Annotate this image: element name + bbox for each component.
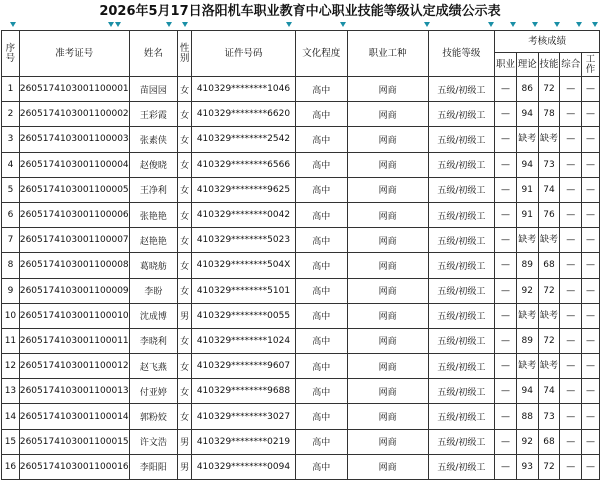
cell-exam-no[interactable]: 2605174103001100001 [19, 77, 129, 102]
filter-dropdown-icon[interactable] [166, 22, 172, 27]
cell-id-no[interactable]: 410329********1046 [192, 77, 296, 102]
cell-comprehensive[interactable]: — [560, 278, 582, 303]
header-seq[interactable]: 序号 [2, 31, 20, 77]
cell-name[interactable]: 张素侠 [129, 127, 178, 152]
table-row [2, 102, 600, 127]
cell-comprehensive[interactable]: — [560, 328, 582, 353]
cell-id-no[interactable]: 410329********6620 [192, 102, 296, 127]
cell-gender[interactable]: 女 [178, 202, 192, 227]
cell-name[interactable]: 王彩霞 [129, 102, 178, 127]
cell-work[interactable]: — [582, 278, 600, 303]
cell-theory[interactable]: 89 [516, 253, 538, 278]
cell-id-no[interactable]: 410329********1024 [192, 328, 296, 353]
cell-education[interactable]: 高中 [295, 102, 347, 127]
scores-table [1, 30, 600, 480]
cell-education[interactable]: 高中 [295, 429, 347, 454]
cell-level[interactable]: 五级/初级工 [428, 278, 495, 303]
cell-gender[interactable]: 女 [178, 127, 192, 152]
cell-level[interactable]: 五级/初级工 [428, 379, 495, 404]
cell-name[interactable]: 赵飞燕 [129, 354, 178, 379]
cell-comprehensive[interactable]: — [560, 454, 582, 479]
cell-education[interactable]: 高中 [295, 328, 347, 353]
cell-seq[interactable]: 3 [2, 127, 20, 152]
cell-exam-no[interactable]: 2605174103001100010 [19, 303, 129, 328]
header-comprehensive[interactable]: 综合 [560, 53, 582, 77]
cell-professional[interactable]: — [495, 77, 517, 102]
table-row [2, 278, 600, 303]
cell-exam-no[interactable]: 2605174103001100009 [19, 278, 129, 303]
cell-id-no[interactable]: 410329********9607 [192, 354, 296, 379]
cell-comprehensive[interactable]: — [560, 429, 582, 454]
table-row [2, 253, 600, 278]
cell-gender[interactable]: 女 [178, 328, 192, 353]
cell-professional[interactable]: — [495, 228, 517, 253]
cell-work[interactable]: — [582, 202, 600, 227]
cell-level[interactable]: 五级/初级工 [428, 328, 495, 353]
cell-id-no[interactable]: 410329********6566 [192, 152, 296, 177]
cell-education[interactable]: 高中 [295, 303, 347, 328]
filter-dropdown-icon[interactable] [424, 22, 430, 27]
cell-skill[interactable]: 缺考 [538, 127, 560, 152]
header-theory[interactable]: 理论 [516, 53, 538, 77]
cell-professional[interactable]: — [495, 328, 517, 353]
cell-gender[interactable]: 女 [178, 354, 192, 379]
cell-skill[interactable]: 缺考 [538, 228, 560, 253]
cell-work[interactable]: — [582, 303, 600, 328]
cell-exam-no[interactable]: 2605174103001100005 [19, 177, 129, 202]
cell-level[interactable]: 五级/初级工 [428, 127, 495, 152]
cell-theory[interactable]: 94 [516, 379, 538, 404]
cell-exam-no[interactable]: 2605174103001100006 [19, 202, 129, 227]
cell-id-no[interactable]: 410329********3027 [192, 404, 296, 429]
cell-skill[interactable]: 缺考 [538, 303, 560, 328]
cell-skill[interactable]: 缺考 [538, 354, 560, 379]
table-row [2, 152, 600, 177]
cell-level[interactable]: 五级/初级工 [428, 404, 495, 429]
cell-comprehensive[interactable]: — [560, 354, 582, 379]
cell-gender[interactable]: 女 [178, 152, 192, 177]
cell-theory[interactable]: 缺考 [516, 354, 538, 379]
header-level[interactable]: 技能等级 [428, 31, 495, 77]
table-row [2, 379, 600, 404]
cell-level[interactable]: 五级/初级工 [428, 77, 495, 102]
cell-gender[interactable]: 男 [178, 303, 192, 328]
cell-name[interactable]: 许文浩 [129, 429, 178, 454]
cell-comprehensive[interactable]: — [560, 379, 582, 404]
cell-skill[interactable]: 78 [538, 102, 560, 127]
filter-dropdown-icon[interactable] [592, 22, 598, 27]
cell-work[interactable]: — [582, 429, 600, 454]
cell-id-no[interactable]: 410329********9688 [192, 379, 296, 404]
cell-seq[interactable]: 12 [2, 354, 20, 379]
cell-theory[interactable]: 86 [516, 77, 538, 102]
cell-occupation[interactable]: 网商 [347, 278, 428, 303]
cell-skill[interactable]: 72 [538, 278, 560, 303]
header-professional[interactable]: 职业 [495, 53, 517, 77]
header-skill[interactable]: 技能 [538, 53, 560, 77]
cell-id-no[interactable]: 410329********9625 [192, 177, 296, 202]
header-occupation[interactable]: 职业工种 [347, 31, 428, 77]
cell-professional[interactable]: — [495, 354, 517, 379]
cell-work[interactable]: — [582, 127, 600, 152]
cell-professional[interactable]: — [495, 102, 517, 127]
cell-occupation[interactable]: 网商 [347, 454, 428, 479]
cell-theory[interactable]: 92 [516, 429, 538, 454]
cell-exam-no[interactable]: 2605174103001100012 [19, 354, 129, 379]
cell-id-no[interactable]: 410329********0042 [192, 202, 296, 227]
cell-gender[interactable]: 女 [178, 253, 192, 278]
header-work[interactable]: 工作 [582, 53, 600, 77]
cell-theory[interactable]: 94 [516, 102, 538, 127]
cell-gender[interactable]: 女 [178, 379, 192, 404]
cell-name[interactable]: 赵艳艳 [129, 228, 178, 253]
cell-work[interactable]: — [582, 328, 600, 353]
header-exam-no[interactable]: 准考证号 [19, 31, 129, 77]
page-title: 2026年5月17日洛阳机车职业教育中心职业技能等级认定成绩公示表 [99, 4, 501, 19]
cell-seq[interactable]: 7 [2, 228, 20, 253]
cell-education[interactable]: 高中 [295, 127, 347, 152]
cell-work[interactable]: — [582, 379, 600, 404]
cell-exam-no[interactable]: 2605174103001100008 [19, 253, 129, 278]
table-body [2, 77, 600, 480]
table-row [2, 429, 600, 454]
cell-comprehensive[interactable]: — [560, 102, 582, 127]
table-row [2, 127, 600, 152]
cell-occupation[interactable]: 网商 [347, 253, 428, 278]
cell-education[interactable]: 高中 [295, 152, 347, 177]
cell-professional[interactable]: — [495, 253, 517, 278]
cell-comprehensive[interactable]: — [560, 202, 582, 227]
cell-skill[interactable]: 76 [538, 202, 560, 227]
header-name[interactable]: 姓名 [129, 31, 178, 77]
cell-exam-no[interactable]: 2605174103001100004 [19, 152, 129, 177]
cell-theory[interactable]: 91 [516, 202, 538, 227]
cell-name[interactable]: 李阳阳 [129, 454, 178, 479]
cell-level[interactable]: 五级/初级工 [428, 354, 495, 379]
cell-skill[interactable]: 72 [538, 77, 560, 102]
cell-theory[interactable]: 88 [516, 404, 538, 429]
cell-professional[interactable]: — [495, 454, 517, 479]
cell-comprehensive[interactable]: — [560, 253, 582, 278]
cell-theory[interactable]: 92 [516, 278, 538, 303]
cell-seq[interactable]: 6 [2, 202, 20, 227]
cell-education[interactable]: 高中 [295, 228, 347, 253]
cell-theory[interactable]: 93 [516, 454, 538, 479]
cell-seq[interactable]: 10 [2, 303, 20, 328]
cell-skill[interactable]: 73 [538, 152, 560, 177]
cell-theory[interactable]: 91 [516, 177, 538, 202]
cell-exam-no[interactable]: 2605174103001100003 [19, 127, 129, 152]
cell-occupation[interactable]: 网商 [347, 177, 428, 202]
cell-seq[interactable]: 11 [2, 328, 20, 353]
filter-dropdown-icon[interactable] [510, 22, 516, 27]
cell-seq[interactable]: 4 [2, 152, 20, 177]
cell-id-no[interactable]: 410329********5023 [192, 228, 296, 253]
cell-seq[interactable]: 2 [2, 102, 20, 127]
cell-exam-no[interactable]: 2605174103001100016 [19, 454, 129, 479]
cell-professional[interactable]: — [495, 429, 517, 454]
cell-gender[interactable]: 女 [178, 404, 192, 429]
cell-occupation[interactable]: 网商 [347, 404, 428, 429]
cell-level[interactable]: 五级/初级工 [428, 177, 495, 202]
table-row [2, 177, 600, 202]
cell-seq[interactable]: 1 [2, 77, 20, 102]
cell-education[interactable]: 高中 [295, 404, 347, 429]
cell-work[interactable]: — [582, 253, 600, 278]
filter-dropdown-icon[interactable] [115, 22, 121, 27]
cell-work[interactable]: — [582, 354, 600, 379]
cell-education[interactable]: 高中 [295, 354, 347, 379]
cell-education[interactable]: 高中 [295, 278, 347, 303]
cell-seq[interactable]: 5 [2, 177, 20, 202]
cell-skill[interactable]: 72 [538, 328, 560, 353]
table-row [2, 328, 600, 353]
cell-name[interactable]: 李晓利 [129, 328, 178, 353]
cell-seq[interactable]: 14 [2, 404, 20, 429]
cell-id-no[interactable]: 410329********0094 [192, 454, 296, 479]
cell-occupation[interactable]: 网商 [347, 328, 428, 353]
cell-level[interactable]: 五级/初级工 [428, 454, 495, 479]
cell-work[interactable]: — [582, 177, 600, 202]
cell-level[interactable]: 五级/初级工 [428, 429, 495, 454]
cell-id-no[interactable]: 410329********0055 [192, 303, 296, 328]
cell-skill[interactable]: 74 [538, 379, 560, 404]
cell-id-no[interactable]: 410329********0219 [192, 429, 296, 454]
filter-dropdown-icon[interactable] [182, 22, 188, 27]
cell-name[interactable]: 郭粉姣 [129, 404, 178, 429]
cell-level[interactable]: 五级/初级工 [428, 228, 495, 253]
table-row [2, 404, 600, 429]
cell-name[interactable]: 沈成博 [129, 303, 178, 328]
cell-seq[interactable]: 9 [2, 278, 20, 303]
cell-occupation[interactable]: 网商 [347, 379, 428, 404]
cell-theory[interactable]: 89 [516, 328, 538, 353]
cell-work[interactable]: — [582, 404, 600, 429]
header-scores-group[interactable]: 考核成绩 [495, 31, 600, 53]
cell-exam-no[interactable]: 2605174103001100007 [19, 228, 129, 253]
cell-education[interactable]: 高中 [295, 77, 347, 102]
cell-skill[interactable]: 72 [538, 454, 560, 479]
cell-id-no[interactable]: 410329********2542 [192, 127, 296, 152]
filter-dropdown-icon[interactable] [488, 22, 494, 27]
filter-dropdown-icon[interactable] [286, 22, 292, 27]
table-row [2, 77, 600, 102]
cell-education[interactable]: 高中 [295, 454, 347, 479]
cell-occupation[interactable]: 网商 [347, 202, 428, 227]
cell-comprehensive[interactable]: — [560, 152, 582, 177]
cell-occupation[interactable]: 网商 [347, 303, 428, 328]
cell-gender[interactable]: 男 [178, 454, 192, 479]
cell-level[interactable]: 五级/初级工 [428, 202, 495, 227]
cell-professional[interactable]: — [495, 127, 517, 152]
cell-id-no[interactable]: 410329********504X [192, 253, 296, 278]
cell-exam-no[interactable]: 2605174103001100002 [19, 102, 129, 127]
cell-theory[interactable]: 缺考 [516, 303, 538, 328]
filter-dropdown-icon[interactable] [10, 22, 16, 27]
filter-dropdown-icon[interactable] [340, 22, 346, 27]
cell-name[interactable]: 付亚婷 [129, 379, 178, 404]
cell-occupation[interactable]: 网商 [347, 354, 428, 379]
cell-professional[interactable]: — [495, 404, 517, 429]
cell-level[interactable]: 五级/初级工 [428, 102, 495, 127]
cell-work[interactable]: — [582, 152, 600, 177]
cell-theory[interactable]: 94 [516, 152, 538, 177]
cell-level[interactable]: 五级/初级工 [428, 303, 495, 328]
cell-work[interactable]: — [582, 102, 600, 127]
cell-comprehensive[interactable]: — [560, 404, 582, 429]
cell-gender[interactable]: 女 [178, 102, 192, 127]
cell-comprehensive[interactable]: — [560, 303, 582, 328]
cell-skill[interactable]: 68 [538, 429, 560, 454]
cell-name[interactable]: 李盼 [129, 278, 178, 303]
cell-occupation[interactable]: 网商 [347, 429, 428, 454]
cell-occupation[interactable]: 网商 [347, 102, 428, 127]
cell-id-no[interactable]: 410329********5101 [192, 278, 296, 303]
cell-education[interactable]: 高中 [295, 202, 347, 227]
cell-comprehensive[interactable]: — [560, 77, 582, 102]
cell-exam-no[interactable]: 2605174103001100013 [19, 379, 129, 404]
cell-gender[interactable]: 女 [178, 278, 192, 303]
cell-seq[interactable]: 8 [2, 253, 20, 278]
cell-theory[interactable]: 缺考 [516, 228, 538, 253]
cell-gender[interactable]: 男 [178, 429, 192, 454]
cell-exam-no[interactable]: 2605174103001100011 [19, 328, 129, 353]
cell-professional[interactable]: — [495, 379, 517, 404]
cell-work[interactable]: — [582, 228, 600, 253]
cell-seq[interactable]: 13 [2, 379, 20, 404]
filter-row [0, 22, 600, 30]
cell-comprehensive[interactable]: — [560, 228, 582, 253]
filter-dropdown-icon[interactable] [554, 22, 560, 27]
cell-name[interactable]: 赵俊晓 [129, 152, 178, 177]
cell-professional[interactable]: — [495, 278, 517, 303]
header-education[interactable]: 文化程度 [295, 31, 347, 77]
cell-gender[interactable]: 女 [178, 228, 192, 253]
cell-occupation[interactable]: 网商 [347, 77, 428, 102]
filter-dropdown-icon[interactable] [532, 22, 538, 27]
cell-occupation[interactable]: 网商 [347, 152, 428, 177]
cell-exam-no[interactable]: 2605174103001100014 [19, 404, 129, 429]
header-gender[interactable]: 性别 [178, 31, 192, 77]
cell-occupation[interactable]: 网商 [347, 228, 428, 253]
cell-seq[interactable]: 16 [2, 454, 20, 479]
cell-work[interactable]: — [582, 454, 600, 479]
cell-name[interactable]: 葛晓舫 [129, 253, 178, 278]
table-row [2, 354, 600, 379]
cell-professional[interactable]: — [495, 177, 517, 202]
table-row [2, 454, 600, 479]
table-row [2, 303, 600, 328]
cell-name[interactable]: 苗园园 [129, 77, 178, 102]
cell-name[interactable]: 王净利 [129, 177, 178, 202]
filter-dropdown-icon[interactable] [108, 22, 114, 27]
cell-professional[interactable]: — [495, 152, 517, 177]
cell-education[interactable]: 高中 [295, 177, 347, 202]
cell-level[interactable]: 五级/初级工 [428, 253, 495, 278]
cell-education[interactable]: 高中 [295, 253, 347, 278]
cell-level[interactable]: 五级/初级工 [428, 152, 495, 177]
cell-name[interactable]: 张艳艳 [129, 202, 178, 227]
cell-skill[interactable]: 68 [538, 253, 560, 278]
table-row [2, 202, 600, 227]
cell-skill[interactable]: 73 [538, 404, 560, 429]
header-id-no[interactable]: 证件号码 [192, 31, 296, 77]
cell-theory[interactable]: 缺考 [516, 127, 538, 152]
cell-occupation[interactable]: 网商 [347, 127, 428, 152]
cell-professional[interactable]: — [495, 202, 517, 227]
cell-comprehensive[interactable]: — [560, 127, 582, 152]
table-row [2, 228, 600, 253]
cell-gender[interactable]: 女 [178, 177, 192, 202]
cell-professional[interactable]: — [495, 303, 517, 328]
cell-work[interactable]: — [582, 77, 600, 102]
cell-exam-no[interactable]: 2605174103001100015 [19, 429, 129, 454]
cell-seq[interactable]: 15 [2, 429, 20, 454]
filter-dropdown-icon[interactable] [576, 22, 582, 27]
cell-gender[interactable]: 女 [178, 77, 192, 102]
cell-education[interactable]: 高中 [295, 379, 347, 404]
cell-comprehensive[interactable]: — [560, 177, 582, 202]
cell-skill[interactable]: 74 [538, 177, 560, 202]
